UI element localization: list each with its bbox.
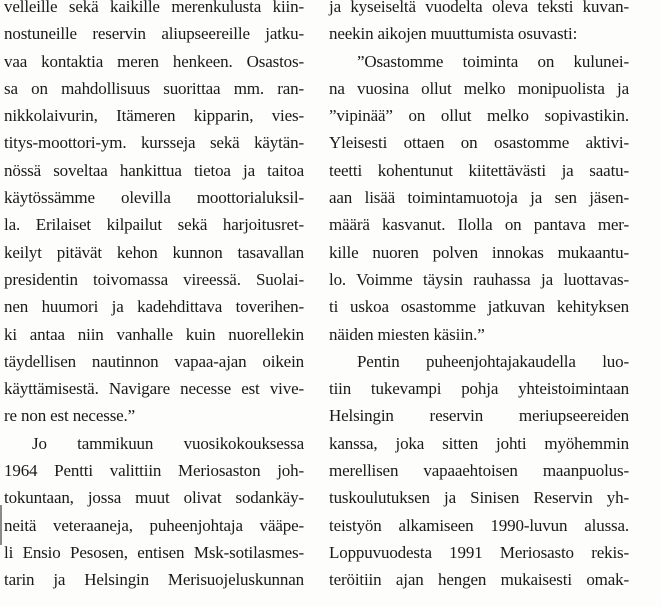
text-line: nostuneille reservin aliupseereille jatku- xyxy=(4,24,304,44)
text-line: keilyt pitävät kehon kunnon tasavallan xyxy=(4,242,304,262)
text-line: käytössämme olevilla moottorialuksil- xyxy=(4,188,304,208)
text-line: 1964 Pentti valittiin Meriosaston joh- xyxy=(4,461,304,481)
text-line: titys-moottori-ym. kursseja sekä käytän- xyxy=(4,133,304,153)
text-line: teröitiin ajan hengen mukaisesti omak- xyxy=(329,570,629,590)
text-line: neitä veteraaneja, puheenjohtaja vääpe- xyxy=(4,515,304,535)
text-line: ja kyseiseltä vuodelta oleva teksti kuvan- xyxy=(329,0,629,16)
text-line: li Ensio Pesosen, entisen Msk-sotilasmes- xyxy=(4,542,304,562)
text-line: na vuosina ollut melko monipuolista ja xyxy=(329,78,629,98)
text-line: velleille sekä kaikille merenkulusta kiin- xyxy=(4,0,304,16)
text-line: nikkolaivurin, Itämeren kipparin, vies- xyxy=(4,106,304,126)
text-line: näiden miesten käsiin.” xyxy=(329,324,485,344)
text-line: merellisen vapaaehtoisen maanpuolus- xyxy=(329,461,629,481)
text-line: kanssa, joka sitten johti myöhemmin xyxy=(329,433,629,453)
text-line: tiin tukevampi pohja yhteistoimintaan xyxy=(329,379,629,399)
text-line: tokuntaan, jossa muut olivat sodankäy- xyxy=(4,488,304,508)
text-line: ti uskoa osastomme jatkuvan kehityksen xyxy=(329,297,629,317)
text-line: teetti kohentunut kiitettävästi ja saatu- xyxy=(329,160,629,180)
text-line: Yleisesti ottaen on osastomme aktivi- xyxy=(329,133,629,153)
text-line: nössä soveltaa hankittua tietoa ja taitoa xyxy=(4,160,304,180)
text-line: ”vipinää” on ollut melko sopivastikin. xyxy=(329,106,629,126)
page-edge-mark xyxy=(0,505,2,545)
text-line: kille nuoren polven innokas mukaantu- xyxy=(329,242,629,262)
text-line: Jo tammikuun vuosikokouksessa xyxy=(32,433,304,453)
text-line: täydellisen nautinnon vapaa-ajan oikein xyxy=(4,351,304,371)
text-line: aan lisää toimintamuotoja ja sen jäsen- xyxy=(329,188,629,208)
text-line: käyttämisestä. Navigare necesse est vive- xyxy=(4,379,304,399)
text-line: sa on mahdollisuus suorittaa mm. ran- xyxy=(4,78,304,98)
text-line: Helsingin reservin meriupseereiden xyxy=(329,406,629,426)
left-text-column xyxy=(4,0,304,594)
text-line: ki antaa niin vanhalle kuin nuorellekin xyxy=(4,324,304,344)
text-line: määrä kasvanut. Ilolla on pantava mer- xyxy=(329,215,629,235)
text-line: la. Erilaiset kilpailut sekä harjoitusret- xyxy=(4,215,304,235)
text-line: neekin aikojen muuttumista osuvasti: xyxy=(329,24,578,44)
text-line: presidentin toivomassa vireessä. Suolai- xyxy=(4,269,304,289)
text-line: teistyön alkamiseen 1990-luvun alussa. xyxy=(329,515,629,535)
text-line: Pentin puheenjohtajakaudella luo- xyxy=(357,351,629,371)
text-line: tarin ja Helsingin Merisuojeluskunnan xyxy=(4,570,304,590)
right-text-column xyxy=(329,0,629,594)
text-line: Loppuvuodesta 1991 Meriosasto rekis- xyxy=(329,542,629,562)
text-line: ”Osastomme toiminta on kuluneі- xyxy=(357,51,629,71)
text-line: re non est necesse.” xyxy=(4,406,136,426)
text-line: vaa kontaktia meren henkeen. Osastos- xyxy=(4,51,304,71)
text-line: lo. Voimme täysin rauhassa ja luottavas- xyxy=(329,269,629,289)
text-line: tuskoulutuksen ja Sinisen Reservin yh- xyxy=(329,488,629,508)
text-line: nen huumori ja kadehdittava toverihen- xyxy=(4,297,304,317)
